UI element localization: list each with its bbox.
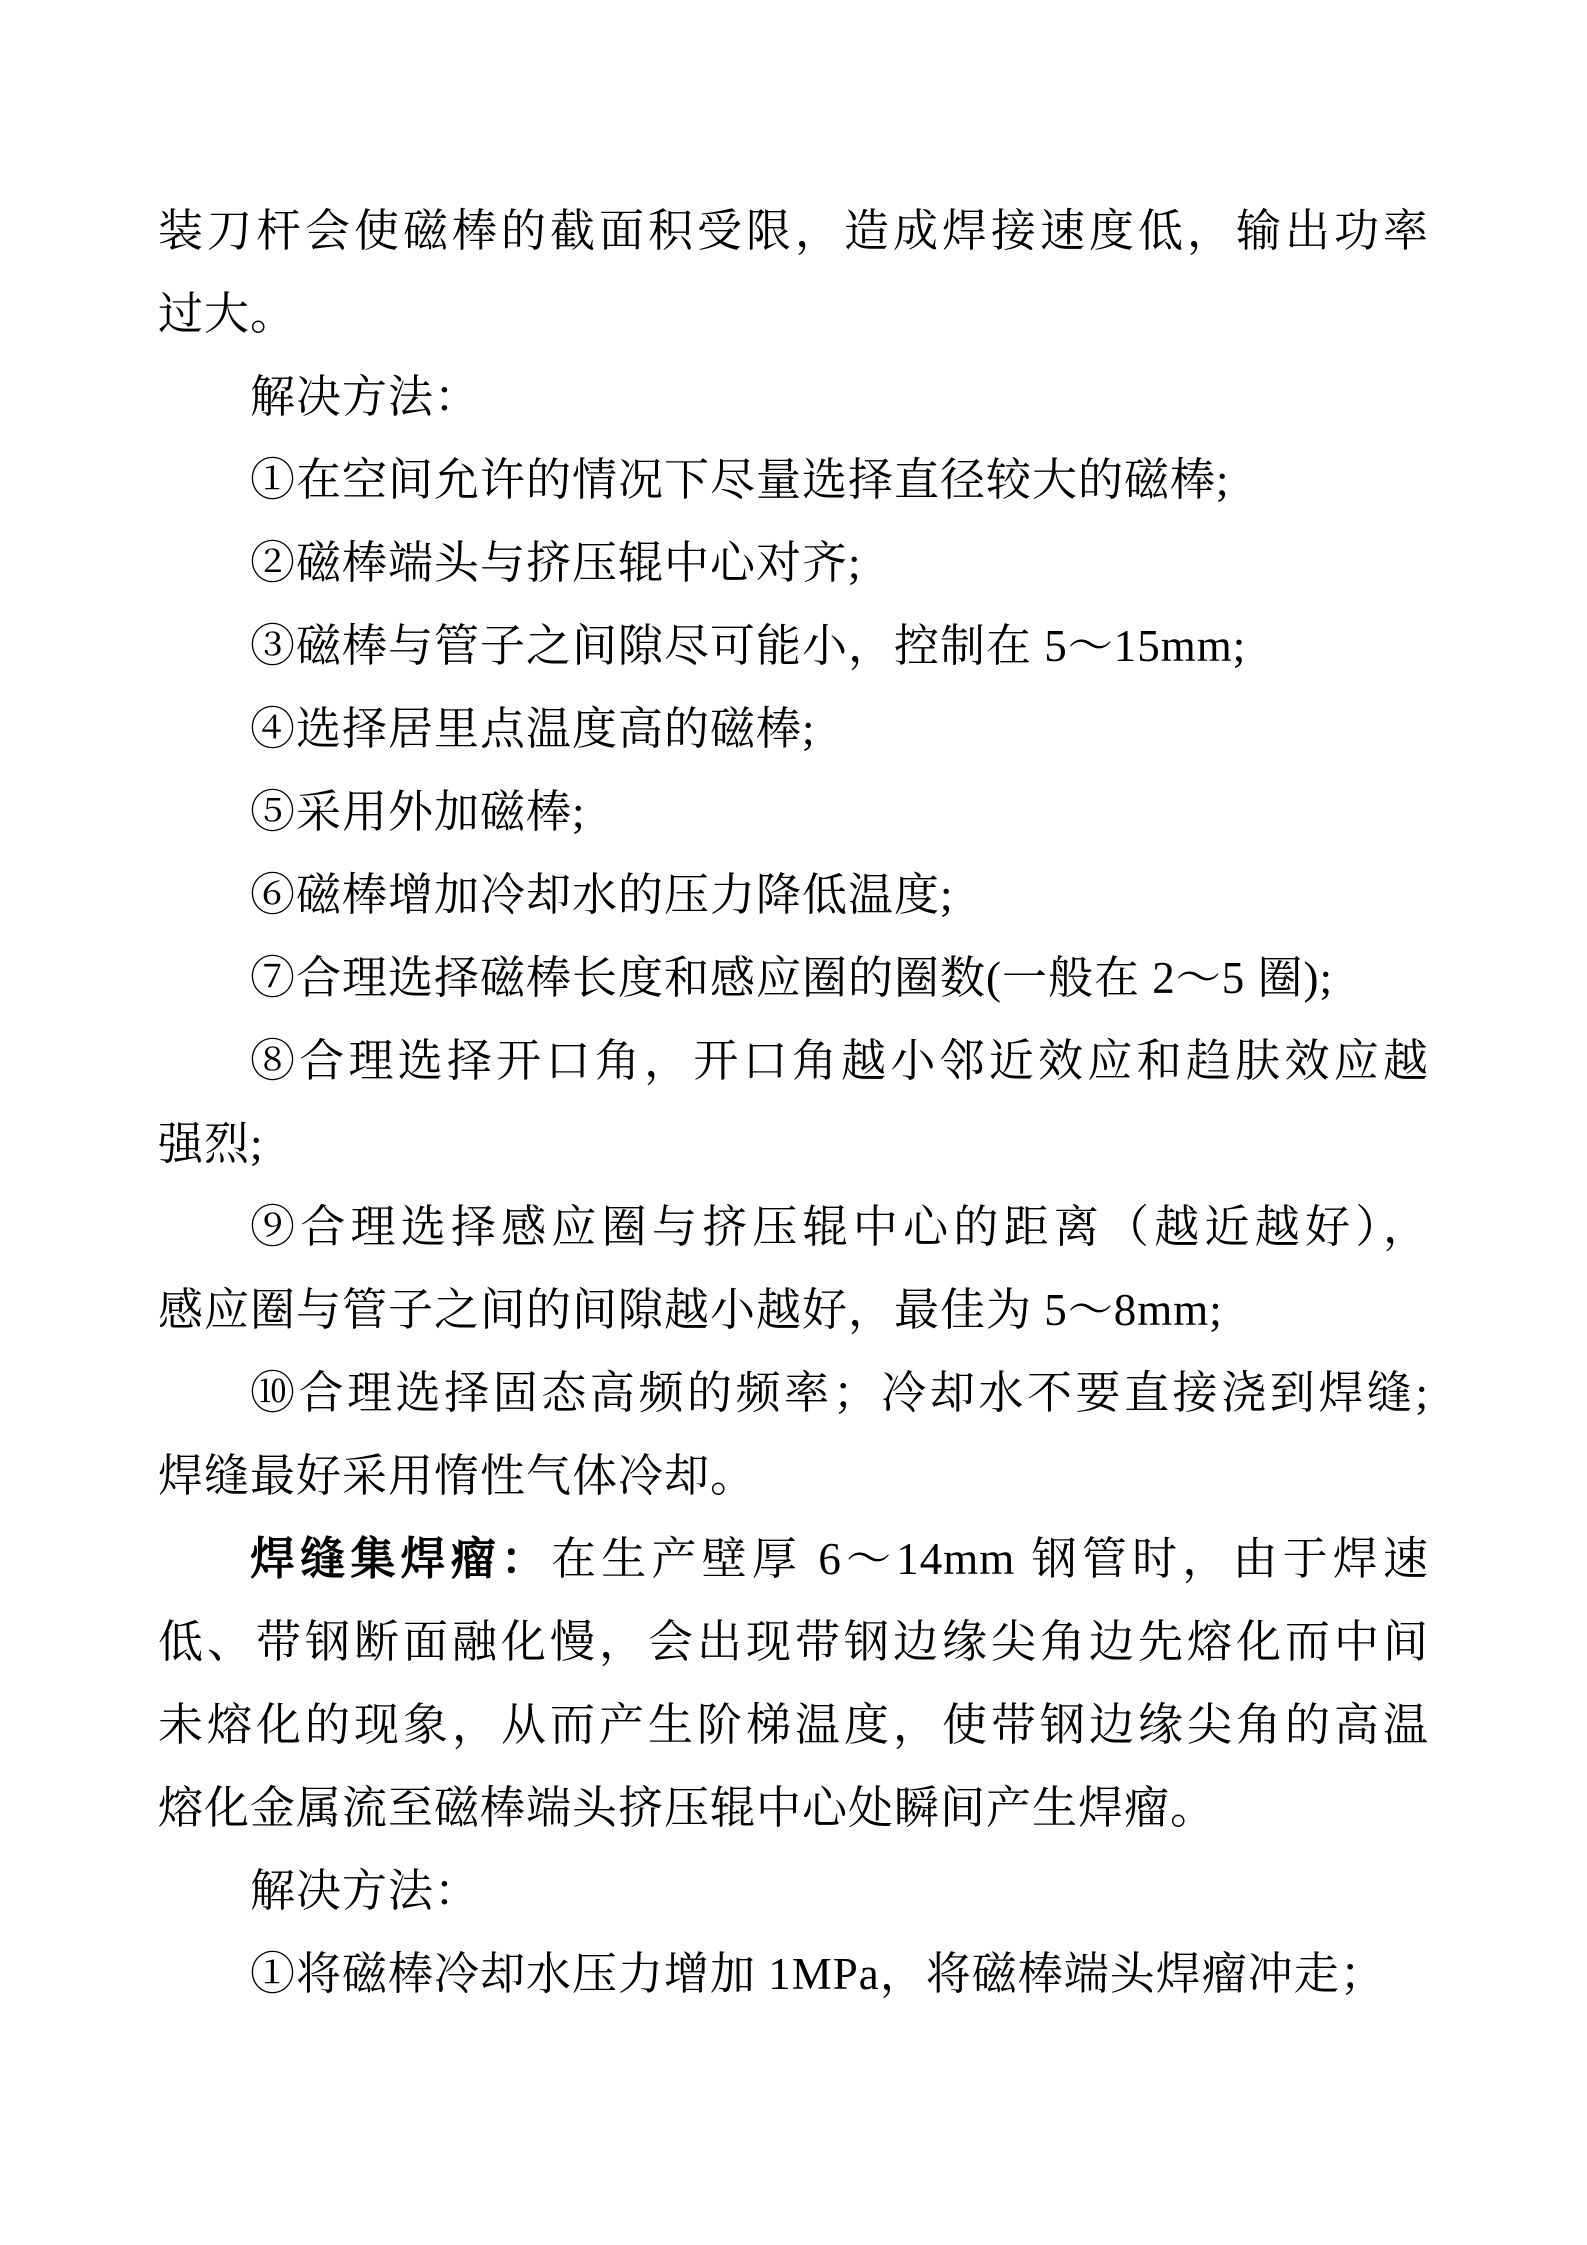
- text-line: [158, 1186, 1429, 1269]
- text-line: [158, 1103, 1429, 1186]
- text-line: [158, 937, 1429, 1020]
- text-run: 未熔化的现象，从而产生阶梯温度，使带钢边缘尖角的高温: [158, 1700, 1429, 1750]
- text-line: [158, 439, 1429, 522]
- text-line: [158, 1435, 1429, 1518]
- text-line: [158, 1933, 1429, 2016]
- bold-run: 焊缝集焊瘤：: [250, 1534, 552, 1584]
- text-run: ④选择居里点温度高的磁棒;: [250, 704, 816, 754]
- text-line: [158, 854, 1429, 937]
- text-line: [158, 605, 1429, 688]
- text-run: ⑨合理选择感应圈与挤压辊中心的距离（越近越好），: [250, 1202, 1429, 1252]
- text-run: ⑥磁棒增加冷却水的压力降低温度;: [250, 870, 954, 920]
- document-body: [158, 190, 1429, 2016]
- text-line: [158, 1352, 1429, 1435]
- text-run: ⑦合理选择磁棒长度和感应圈的圈数(一般在 2～5 圈);: [250, 953, 1333, 1003]
- text-line: [158, 356, 1429, 439]
- text-run: 低、带钢断面融化慢，会出现带钢边缘尖角边先熔化而中间: [158, 1617, 1429, 1667]
- text-line: [158, 1601, 1429, 1684]
- text-run: ⑤采用外加磁棒;: [250, 787, 586, 837]
- text-line: [158, 1684, 1429, 1767]
- text-line: [158, 273, 1429, 356]
- text-line: [158, 771, 1429, 854]
- text-line: [158, 1269, 1429, 1352]
- text-run: 感应圈与管子之间的间隙越小越好，最佳为 5～8mm;: [158, 1285, 1223, 1335]
- text-run: 解决方法：: [250, 372, 481, 422]
- text-run: ②磁棒端头与挤压辊中心对齐;: [250, 538, 862, 588]
- text-run: ③磁棒与管子之间隙尽可能小，控制在 5～15mm;: [250, 621, 1247, 671]
- text-line: [158, 1020, 1429, 1103]
- text-line: [158, 522, 1429, 605]
- text-run: 解决方法：: [250, 1866, 481, 1916]
- text-run: 在生产壁厚 6～14mm 钢管时，由于焊速: [551, 1534, 1429, 1584]
- text-run: ⑧合理选择开口角，开口角越小邻近效应和趋肤效应越: [250, 1036, 1429, 1086]
- text-run: ⑩合理选择固态高频的频率；冷却水不要直接浇到焊缝;: [250, 1368, 1429, 1418]
- text-run: 焊缝最好采用惰性气体冷却。: [158, 1451, 757, 1501]
- text-run: 过大。: [158, 289, 297, 339]
- text-line: [158, 688, 1429, 771]
- text-run: ①将磁棒冷却水压力增加 1MPa，将磁棒端头焊瘤冲走；: [250, 1949, 1386, 1999]
- text-run: 熔化金属流至磁棒端头挤压辊中心处瞬间产生焊瘤。: [158, 1783, 1217, 1833]
- text-line: [158, 190, 1429, 273]
- text-line: [158, 1850, 1429, 1933]
- text-run: 装刀杆会使磁棒的截面积受限，造成焊接速度低，输出功率: [158, 206, 1429, 256]
- text-run: ①在空间允许的情况下尽量选择直径较大的磁棒;: [250, 455, 1230, 505]
- text-line: [158, 1518, 1429, 1601]
- text-line: [158, 1767, 1429, 1850]
- text-run: 强烈;: [158, 1119, 264, 1169]
